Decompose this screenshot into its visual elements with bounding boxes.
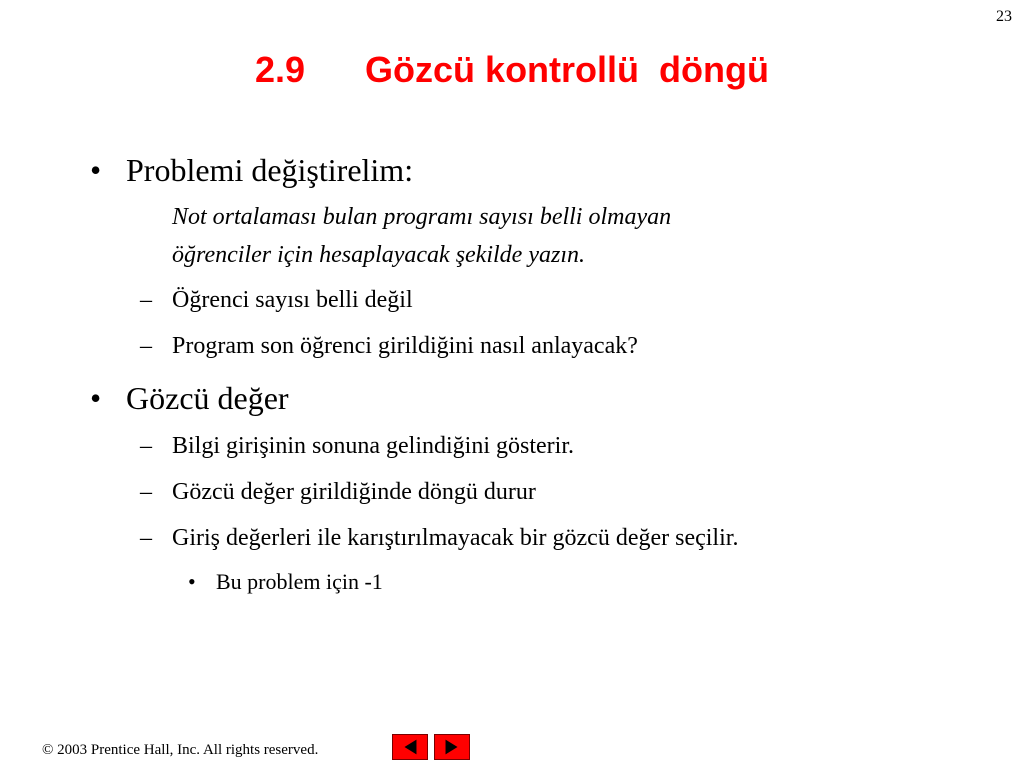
subitem-text: Program son öğrenci girildiğini nasıl anlayacak? (172, 333, 638, 359)
dash-marker: – (140, 287, 152, 313)
dash-marker: – (140, 333, 152, 359)
next-slide-button[interactable] (434, 734, 470, 760)
dash-marker: – (140, 479, 152, 505)
subsubitem-text: Bu problem için -1 (216, 569, 383, 594)
previous-slide-button[interactable] (392, 734, 428, 760)
dash-marker: – (140, 525, 152, 551)
bullet-text: Gözcü değer (126, 380, 289, 416)
slide-title: 2.9 Gözcü kontrollü döngü (254, 49, 769, 90)
copyright-footer: © 2003 Prentice Hall, Inc. All rights reserved. (42, 742, 319, 758)
left-arrow-icon (393, 735, 427, 759)
subitem-text: Giriş değerleri ile karıştırılmayacak bir gözcü değer seçilir. (172, 525, 739, 551)
problem-note-line-1: Not ortalaması bulan programı sayısı belli olmayan (172, 204, 672, 230)
dash-marker: – (140, 433, 152, 459)
right-arrow-icon (435, 735, 469, 759)
bullet-marker: • (188, 569, 196, 594)
subitem-text: Öğrenci sayısı belli değil (172, 287, 413, 313)
bullet-marker: • (90, 152, 102, 188)
subitem-text: Bilgi girişinin sonuna gelindiğini gösterir. (172, 433, 574, 459)
bullet-text: Problemi değiştirelim: (126, 152, 414, 188)
bullet-marker: • (90, 380, 102, 416)
slide-number: 23 (996, 8, 1012, 25)
problem-note-line-2: öğrenciler için hesaplayacak şekilde yazın. (172, 242, 585, 268)
subitem-text: Gözcü değer girildiğinde döngü durur (172, 479, 536, 505)
